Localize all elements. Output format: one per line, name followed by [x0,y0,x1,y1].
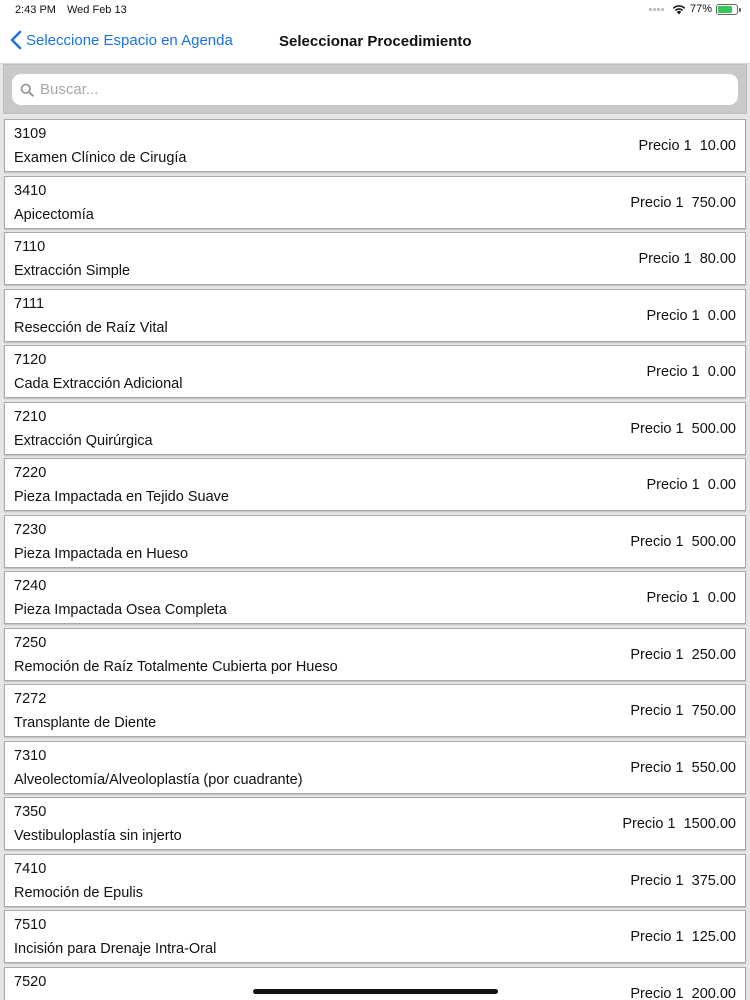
procedure-code: 7111 [14,295,45,312]
procedure-code: 7520 [14,973,47,990]
procedure-price: Precio 1 750.00 [630,703,736,719]
status-bar [0,0,750,22]
procedure-name: Remoción de Epulis [14,884,143,901]
procedure-code: 7210 [14,408,47,425]
search-bar [3,64,747,114]
procedure-row[interactable] [4,854,746,907]
procedure-list [4,119,746,1000]
navigation-bar [0,22,750,64]
procedure-price: Precio 1 500.00 [630,420,736,437]
procedure-code: 7310 [14,747,47,764]
procedure-name: Resección de Raíz Vital [14,319,168,336]
procedure-price: Precio 1 125.00 [630,929,736,945]
procedure-name: Alveolectomía/Alveoloplastía (por cuadrante) [14,771,303,788]
procedure-price: Precio 1 375.00 [630,872,736,889]
procedure-row[interactable] [4,967,746,1000]
home-indicator[interactable] [253,989,498,994]
procedure-row[interactable] [4,232,746,285]
procedure-name: Extracción Simple [14,263,131,279]
back-button-label: Seleccione Espacio en Agenda [26,31,233,49]
procedure-code: 7272 [14,691,47,707]
page-title: Seleccionar Procedimiento [279,33,472,50]
chevron-left-icon [10,30,22,50]
search-input[interactable] [40,81,680,98]
procedure-price: Precio 1 1500.00 [622,816,736,832]
procedure-price: Precio 1 750.00 [630,194,736,211]
procedure-row[interactable] [4,684,746,737]
procedure-name: Pieza Impactada Osea Completa [14,602,227,618]
procedure-code: 3410 [14,182,47,199]
procedure-name: Pieza Impactada en Hueso [14,545,189,562]
procedure-price: Precio 1 10.00 [638,138,736,154]
procedure-name: Pieza Impactada en Tejido Suave [14,489,229,505]
procedure-price: Precio 1 0.00 [646,590,736,606]
procedure-price: Precio 1 550.00 [630,759,736,776]
procedure-name: Apicectomía [14,206,94,223]
procedure-code: 7250 [14,634,47,651]
procedure-price: Precio 1 0.00 [646,307,736,324]
procedure-row[interactable] [4,571,746,624]
procedure-row[interactable] [4,289,746,342]
procedure-name: Incisión para Drenaje Intra-Oral [14,941,217,957]
back-button[interactable] [10,30,233,50]
procedure-code: 3109 [14,126,47,142]
procedure-name: Examen Clínico de Cirugía [14,150,187,166]
battery-percent: 77% [689,3,712,15]
procedure-code: 7110 [14,239,46,255]
procedure-row[interactable] [4,741,746,794]
procedure-code: 7230 [14,521,47,538]
procedure-name: Remoción de Raíz Totalmente Cubierta por Hueso [14,658,338,675]
procedure-row[interactable] [4,910,746,963]
procedure-code: 7220 [14,465,47,481]
procedure-name: Vestibuloplastía sin injerto [14,828,182,844]
procedure-row[interactable] [4,176,746,229]
procedure-price: Precio 1 500.00 [630,533,736,550]
procedure-row[interactable] [4,628,746,681]
procedure-code: 7350 [14,804,47,820]
procedure-row[interactable] [4,345,746,398]
status-time: 2:43 PM [15,4,56,16]
search-field[interactable] [12,74,738,105]
procedure-name: Transplante de Diente [14,715,157,731]
procedure-code: 7120 [14,352,47,368]
signal-icon [649,8,664,11]
procedure-code: 7510 [14,917,47,933]
procedure-code: 7410 [14,860,47,877]
search-icon [20,83,34,97]
procedure-row[interactable] [4,402,746,455]
procedure-row[interactable] [4,119,746,172]
procedure-row[interactable] [4,797,746,850]
status-indicators [649,3,738,15]
procedure-name: Cada Extracción Adicional [14,376,183,392]
procedure-price: Precio 1 250.00 [630,646,736,663]
wifi-icon [672,4,686,15]
procedure-row[interactable] [4,515,746,568]
status-date: Wed Feb 13 [67,4,127,16]
battery-icon [716,4,738,15]
procedure-price: Precio 1 0.00 [646,477,736,493]
procedure-price: Precio 1 80.00 [638,251,736,267]
battery-level [718,6,732,13]
procedure-price: Precio 1 200.00 [630,985,736,1000]
procedure-price: Precio 1 0.00 [646,364,736,380]
procedure-name: Extracción Quirúrgica [14,432,153,449]
procedure-code: 7240 [14,578,47,594]
procedure-row[interactable] [4,458,746,511]
